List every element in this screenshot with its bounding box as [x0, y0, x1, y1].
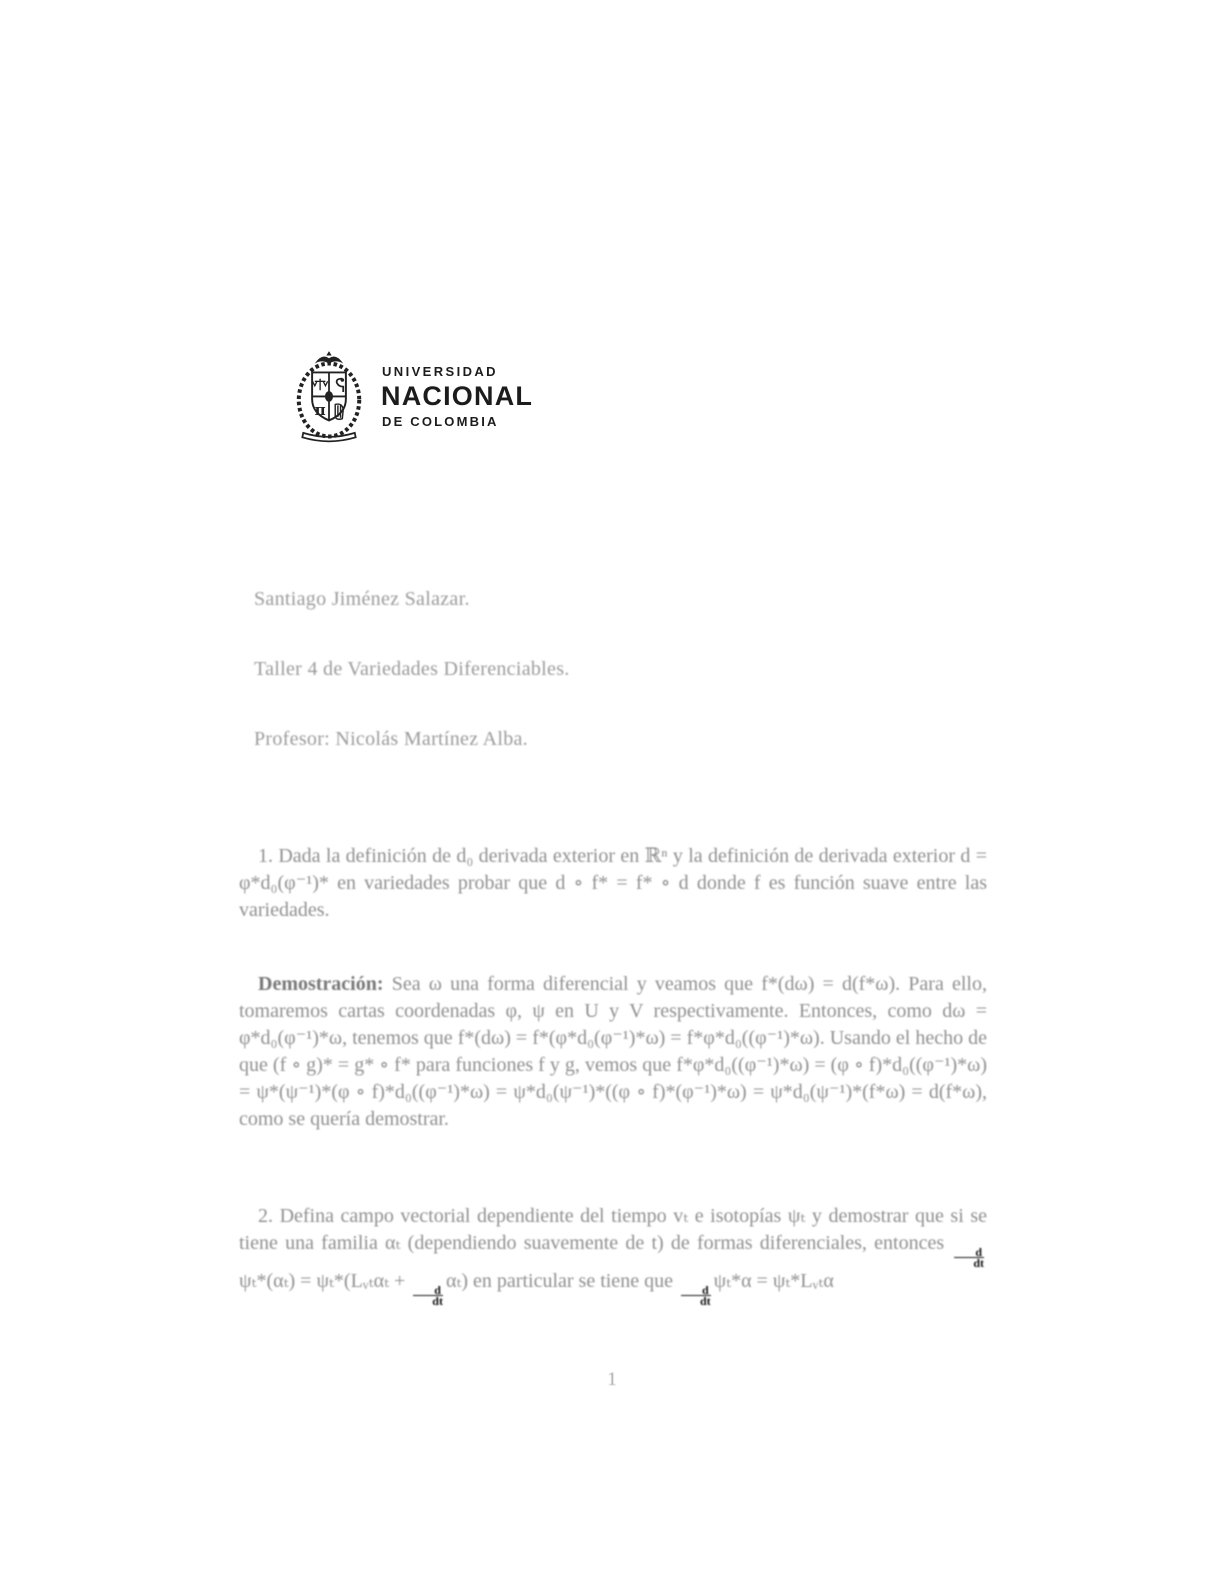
text-segment: ψₜ*α = ψₜ*Lᵥₜα [713, 1270, 834, 1292]
proof-paragraph [239, 971, 987, 1133]
assignment-title-line: Taller 4 de Variedades Diferenciables. [254, 658, 570, 680]
problem-1-paragraph [239, 843, 987, 924]
text-segment: αₜ) en particular se tiene que [445, 1270, 678, 1292]
text-segment: 2. Defina campo vectorial dependiente del tiempo vₜ e isotopías ψₜ y demostrar que si se tiene una familia αₜ (dependiendo suavemente de t) de formas diferenciales, entonces [239, 1205, 987, 1254]
problem-2-paragraph [239, 1203, 987, 1306]
unal-wordmark [382, 364, 533, 429]
unal-crest-icon [289, 346, 369, 446]
logo-universidad-text: UNIVERSIDAD [382, 363, 498, 379]
logo-nacional-text: NACIONAL [381, 380, 534, 411]
time-derivative-fraction: $\frac{d}{dt}$ [954, 1248, 984, 1268]
text-segment: ψₜ*(αₜ) = ψₜ*(Lᵥₜαₜ + [239, 1270, 411, 1292]
time-derivative-fraction: $\frac{d}{dt}$ [681, 1286, 711, 1306]
text-segment: Demostración: [258, 973, 392, 995]
professor-line: Profesor: Nicolás Martínez Alba. [254, 728, 528, 750]
text-segment: Sea ω una forma diferencial y veamos que f*(dω) = d(f*ω). Para ello, tomaremos cartas coordenadas φ, ψ en U y V respectivamente. Entonces, como dω = φ*d₀(φ⁻¹)*ω, tenemos que f*(dω) = f*(φ*d₀(φ⁻¹)*ω) = f*φ*d₀((φ⁻¹)*ω). Usando el hecho de que (f ∘ g)* = g* ∘ f* para funciones f y g, vemos que f*φ*d₀((φ⁻¹)*ω) = (φ ∘ f)*d₀((φ⁻¹)*ω) = ψ*(ψ⁻¹)*(φ ∘ f)*d₀((φ⁻¹)*ω) = ψ*d₀(ψ⁻¹)*((φ ∘ f)*(φ⁻¹)*ω) = ψ*d₀(ψ⁻¹)*(f*ω) = d(f*ω), como se quería demostrar. [239, 973, 987, 1130]
page-number: 1 [607, 1369, 617, 1390]
logo-de-colombia-text: DE COLOMBIA [382, 413, 499, 429]
author-line: Santiago Jiménez Salazar. [254, 588, 470, 610]
svg-text:π: π [314, 401, 326, 420]
text-segment: 1. Dada la definición de d₀ derivada exterior en ℝⁿ y la definición de derivada exterior d = φ*d₀(φ⁻¹)* en variedades probar que d ∘ f* = f* ∘ d donde f es función suave entre las variedades. [239, 845, 987, 921]
unal-logo [289, 346, 533, 446]
time-derivative-fraction: $\frac{d}{dt}$ [413, 1286, 443, 1306]
